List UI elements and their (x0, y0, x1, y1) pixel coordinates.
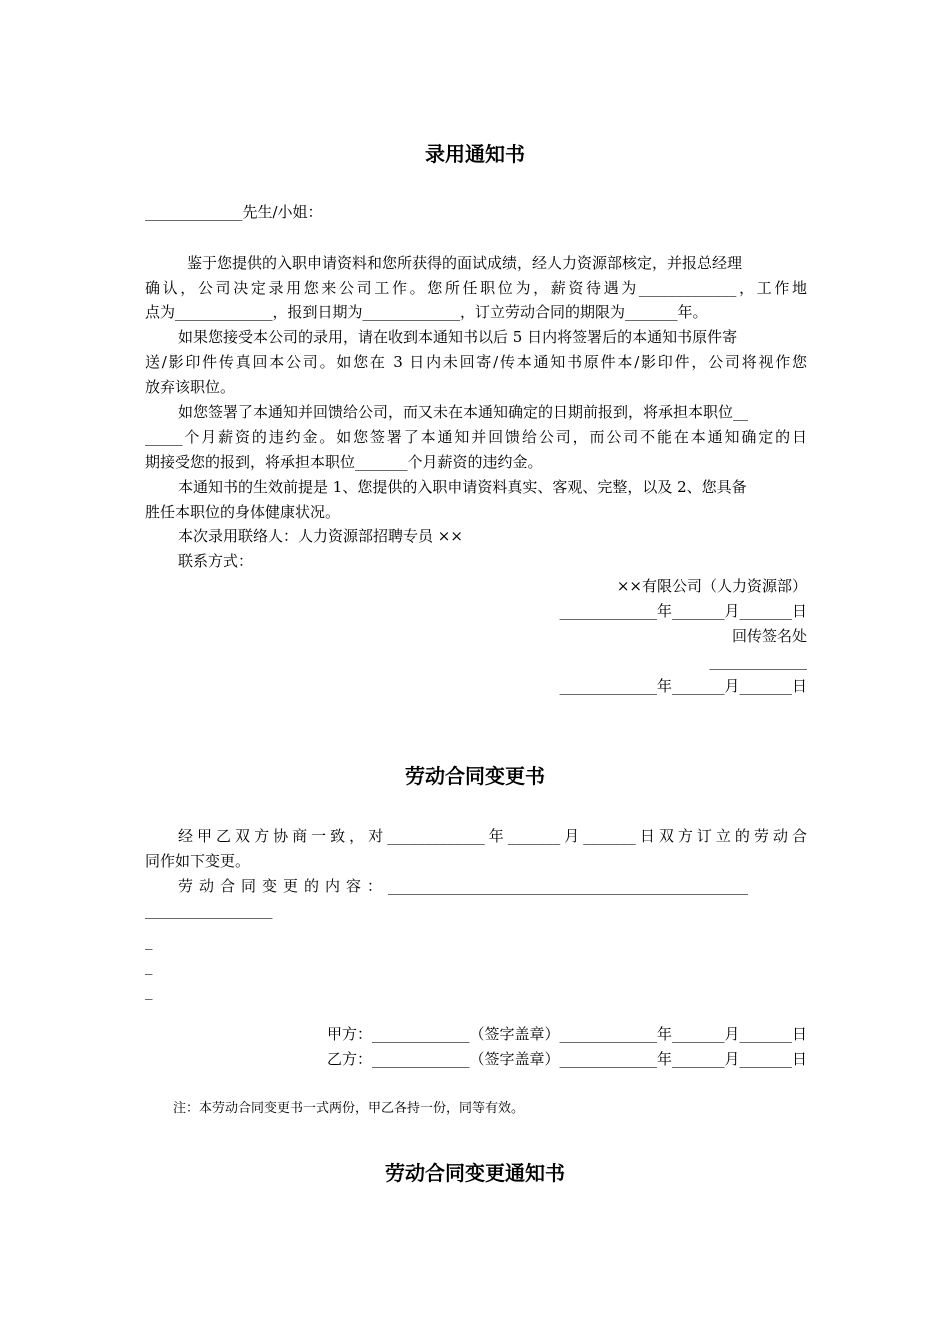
offer-contact-person: 本次录用联络人：人力资源部招聘专员 ×× (178, 527, 463, 545)
offer-para4-line2: 胜任本职位的身体健康状况。 (145, 503, 341, 521)
offer-salutation: _____________先生/小姐： (145, 203, 323, 221)
offer-sign-blank: _____________ (709, 652, 807, 670)
change-party-b: 乙方：_____________（签字盖章）_____________年_______月_______日 (326, 1050, 807, 1068)
change-title: 劳动合同变更书 (405, 764, 545, 788)
change-content-line2: _________________ (145, 901, 273, 919)
change-dash-2: _ (145, 957, 153, 975)
change-party-a: 甲方：_____________（签字盖章）_____________年_______月_______日 (326, 1025, 807, 1043)
offer-para3-line1: 如您签署了本通知并回馈给公司，而又未在本通知确定的日期前报到，将承担本职位__ (178, 403, 749, 421)
change-dash-3: _ (145, 982, 153, 1000)
change-content-label: 劳动合同变更的内容： (178, 877, 389, 895)
offer-para1-line3: 点为_____________，报到日期为_____________，订立劳动合同的期限为_______年。 (145, 303, 708, 321)
change-para1-line1: 经甲乙双方协商一致，对_____________年_______月_______日双方订立的劳动合 (178, 827, 807, 845)
offer-para4-line1: 本通知书的生效前提是 1、您提供的入职申请资料真实、客观、完整，以及 2、您具备 (178, 478, 747, 496)
offer-para1-line2: 确认，公司决定录用您来公司工作。您所任职位为，薪资待遇为_____________，工作地 (145, 279, 807, 297)
offer-company: ××有限公司（人力资源部） (616, 577, 807, 595)
offer-return-sign: 回传签名处 (731, 627, 807, 645)
change-dash-1: _ (145, 932, 153, 950)
offer-para3-line2: _____个月薪资的违约金。如您签署了本通知并回馈给公司，而公司不能在本通知确定的日 (145, 428, 807, 446)
offer-para2-line1: 如果您接受本公司的录用，请在收到本通知书以后 5 日内将签署后的本通知书原件寄 (178, 328, 738, 346)
offer-para2-line2: 送/影印件传真回本公司。如您在 3 日内未回寄/传本通知书原件本/影印件，公司将视作您 (145, 353, 807, 371)
change-content-row (145, 874, 807, 898)
change-para1-line2: 同作如下变更。 (145, 852, 251, 870)
offer-contact-method: 联系方式： (178, 552, 254, 570)
offer-para2-line3: 放弃该职位。 (145, 378, 236, 396)
notice-title: 劳动合同变更通知书 (385, 1161, 565, 1185)
offer-para1-line1: 鉴于您提供的入职申请资料和您所获得的面试成绩，经人力资源部核定，并报总经理 (187, 254, 743, 272)
offer-title: 录用通知书 (425, 142, 525, 166)
change-content-line1: ________________________________________________ (388, 877, 749, 895)
offer-date-line: _____________年_______月_______日 (559, 602, 807, 620)
change-note: 注：本劳动合同变更书一式两份，甲乙各持一份，同等有效。 (173, 1101, 525, 1116)
offer-date-line2: _____________年_______月_______日 (559, 677, 807, 695)
offer-para3-line3: 期接受您的报到，将承担本职位_______个月薪资的违约金。 (145, 453, 543, 471)
